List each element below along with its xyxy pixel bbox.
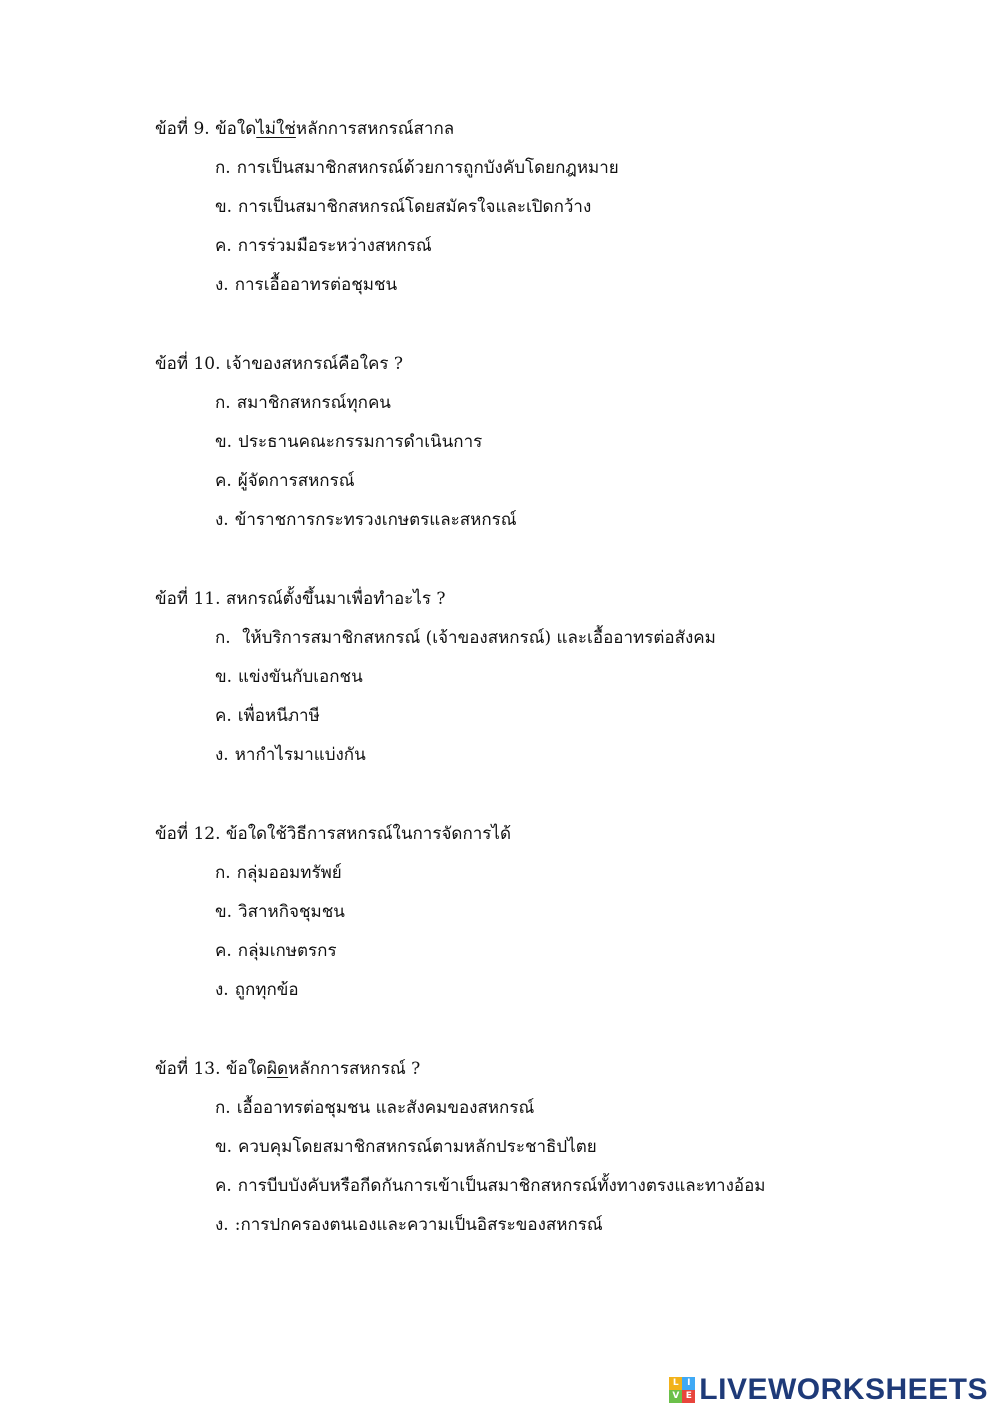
choice-letter: ง. [215,275,229,295]
liveworksheets-logo-icon [669,1377,695,1403]
question-11-title [155,587,955,611]
choice-letter: ก. [215,1098,231,1118]
choice-letter: ข. [215,1137,233,1157]
question-11-choice-d [215,743,955,767]
choice-letter: ง. [215,980,229,1000]
question-9-prefix: ข้อที่ 9. ข้อใด [155,119,257,139]
choice-text: การเป็นสมาชิกสหกรณ์โดยสมัครใจและเปิดกว้าง [238,197,592,217]
question-10-choice-c [215,469,955,493]
question-10-choice-d [215,508,955,532]
choice-text: การร่วมมือระหว่างสหกรณ์ [237,236,432,256]
choice-text: เพื่อหนีภาษี [237,706,320,726]
choice-text: การเอื้ออาทรต่อชุมชน [234,275,398,295]
question-10-choice-b [215,430,955,454]
choice-letter: ค. [215,236,232,256]
question-12-choice-d [215,978,955,1002]
liveworksheets-logo-text: LIVEWORKSHEETS [699,1373,988,1406]
choice-text: ถูกทุกข้อ [234,980,299,1000]
choice-letter: ง. [215,745,229,765]
choice-letter: ข. [215,667,233,687]
logo-mark-letter: E [682,1390,695,1403]
choice-text: แข่งขันกับเอกชน [238,667,363,687]
question-13-choice-a [215,1096,955,1120]
choice-letter: ค. [215,471,232,491]
choice-letter: ก. [215,393,231,413]
question-12-choice-c [215,939,955,963]
choice-text: การเป็นสมาชิกสหกรณ์ด้วยการถูกบังคับโดยกฎหมาย [236,158,619,178]
choice-letter: ข. [215,902,233,922]
question-12-choice-b [215,900,955,924]
choice-letter: ค. [215,941,232,961]
question-13-emphasis: ผิด [267,1059,289,1079]
question-9-suffix: หลักการสหกรณ์สากล [295,119,455,139]
question-12 [155,822,955,1002]
choice-letter: ข. [215,197,233,217]
choice-text: :การปกครองตนเองและความเป็นอิสระของสหกรณ์ [234,1215,603,1235]
liveworksheets-logo[interactable] [669,1372,988,1408]
question-9-title [155,117,955,141]
choice-letter: ง. [215,1215,229,1235]
question-12-prefix: ข้อที่ 12. ข้อใดใช้วิธีการสหกรณ์ในการจัดการได้ [155,824,512,844]
logo-mark-letter: L [669,1377,682,1390]
question-13-choice-b [215,1135,955,1159]
question-13-title [155,1057,955,1081]
logo-mark-letter: V [669,1390,682,1403]
question-10-title [155,352,955,376]
question-11-choice-b [215,665,955,689]
question-13-choice-c [215,1174,955,1198]
question-12-choice-a [215,861,955,885]
question-11-choice-a [215,626,955,650]
question-9-choice-d [215,273,955,297]
choice-text: หากำไรมาแบ่งกัน [234,745,366,765]
choice-text: ควบคุมโดยสมาชิกสหกรณ์ตามหลักประชาธิปไตย [238,1137,597,1157]
question-13-suffix: หลักการสหกรณ์ ? [288,1059,421,1079]
choice-text: กลุ่มออมทรัพย์ [236,863,342,883]
question-9-choice-b [215,195,955,219]
question-13-choice-d [215,1213,955,1237]
question-9 [155,117,955,297]
choice-text: ประธานคณะกรรมการดำเนินการ [238,432,483,452]
question-13 [155,1057,955,1237]
choice-letter: ก. [215,863,231,883]
choice-letter: ง. [215,510,229,530]
logo-mark-letter: I [682,1377,695,1390]
question-9-choice-c [215,234,955,258]
choice-text: ข้าราชการกระทรวงเกษตรและสหกรณ์ [234,510,517,530]
choice-letter: ก. [215,158,231,178]
choice-letter: ข. [215,432,233,452]
choice-text: ให้บริการสมาชิกสหกรณ์ (เจ้าของสหกรณ์) และเอื้ออาทรต่อสังคม [236,628,716,648]
question-9-emphasis: ไม่ใช่ [256,119,296,139]
question-10-choice-a [215,391,955,415]
question-11 [155,587,955,767]
question-12-title [155,822,955,846]
choice-text: วิสาหกิจชุมชน [238,902,345,922]
question-10-prefix: ข้อที่ 10. เจ้าของสหกรณ์คือใคร ? [155,354,404,374]
choice-text: เอื้ออาทรต่อชุมชน และสังคมของสหกรณ์ [236,1098,535,1118]
choice-letter: ค. [215,706,232,726]
choice-letter: ค. [215,1176,232,1196]
question-10 [155,352,955,532]
question-13-prefix: ข้อที่ 13. ข้อใด [155,1059,268,1079]
choice-text: สมาชิกสหกรณ์ทุกคน [236,393,391,413]
choice-letter: ก. [215,628,231,648]
choice-text: กลุ่มเกษตรกร [237,941,337,961]
question-11-prefix: ข้อที่ 11. สหกรณ์ตั้งขึ้นมาเพื่อทำอะไร ? [155,589,446,609]
choice-text: การบีบบังคับหรือกีดกันการเข้าเป็นสมาชิกสหกรณ์ทั้งทางตรงและทางอ้อม [237,1176,766,1196]
choice-text: ผู้จัดการสหกรณ์ [237,471,355,491]
question-9-choice-a [215,156,955,180]
question-11-choice-c [215,704,955,728]
